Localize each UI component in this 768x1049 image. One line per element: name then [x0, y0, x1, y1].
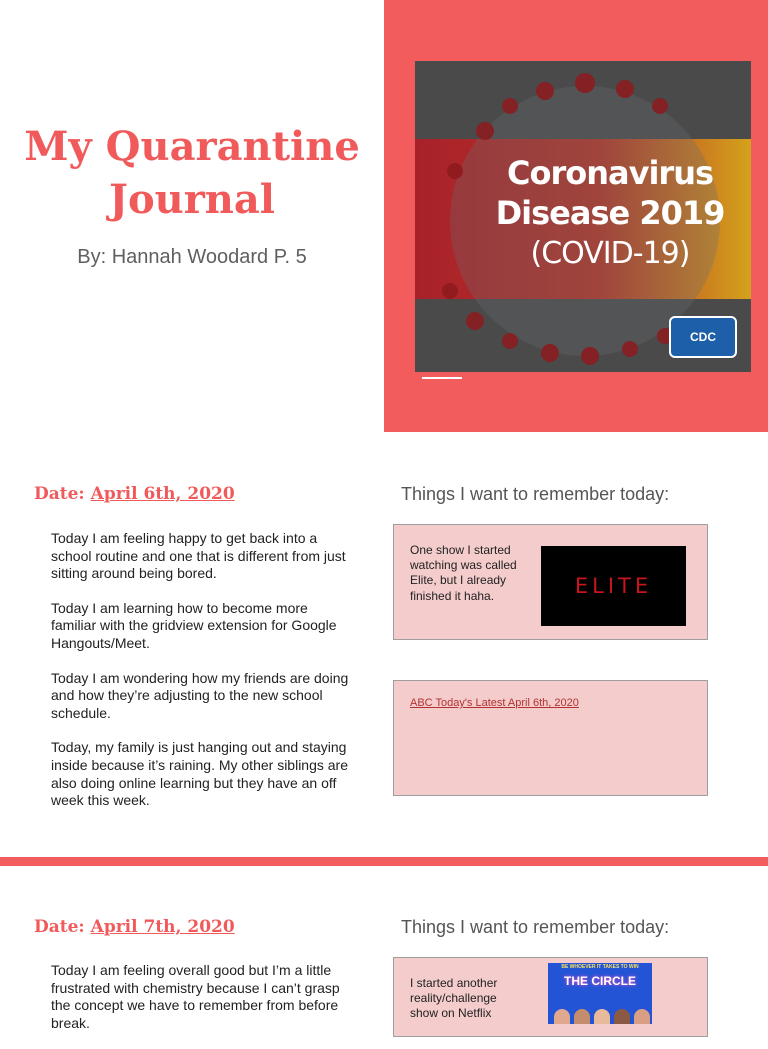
entry2-remember-heading: Things I want to remember today:	[401, 917, 670, 937]
entry1-date-prefix: Date:	[34, 484, 85, 504]
entry2-date	[34, 917, 235, 937]
journal-title-line1: My Quarantine	[24, 123, 360, 170]
entry1-paragraph-2: Today I am learning how to become more familiar with the gridview extension for Google Hangouts/Meet.	[51, 599, 337, 651]
covid-cover-image	[415, 61, 751, 372]
the-circle-show-image	[548, 963, 652, 1024]
journal-title-line2: Journal	[109, 176, 275, 223]
cover-line-2: Disease 2019	[495, 194, 725, 232]
cast-avatar	[634, 1009, 650, 1024]
entry1-date	[34, 484, 235, 504]
entry2-box-show-text: I started another reality/challenge show on Netflix	[410, 976, 498, 1021]
cover-text	[485, 153, 735, 275]
entry1-paragraph-4: Today, my family is just hanging out and staying inside because it’s raining. My other siblings are also doing online learning but they have an off week this week.	[51, 739, 349, 809]
cdc-logo-icon	[669, 316, 737, 358]
author-byline: By: Hannah Woodard P. 5	[77, 246, 307, 268]
entry1-paragraph-1: Today I am feeling happy to get back into a school routine and one that is different from just sitting around being bored.	[51, 530, 346, 582]
cast-avatar	[614, 1009, 630, 1024]
entry1-remember-heading: Things I want to remember today:	[401, 484, 670, 504]
cdc-logo-text: CDC	[690, 330, 716, 344]
abc-news-link[interactable]: ABC Today's Latest April 6th, 2020	[410, 697, 579, 709]
entry1-text	[51, 530, 351, 827]
cast-avatar	[594, 1009, 610, 1024]
elite-logo-text: ELITE	[574, 574, 653, 598]
entry1-paragraph-3: Today I am wondering how my friends are doing and how they’re adjusting to the new school schedule.	[51, 669, 349, 721]
entry1-box-show-text: One show I started watching was called Elite, but I already finished it haha.	[410, 543, 517, 603]
circle-title: THE CIRCLE	[564, 974, 636, 988]
entry2-date-link[interactable]: April 7th, 2020	[90, 917, 235, 937]
journal-title	[20, 120, 364, 226]
cover-underline	[422, 377, 462, 379]
cast-avatar	[554, 1009, 570, 1024]
cast-avatar	[574, 1009, 590, 1024]
entry1-date-link[interactable]: April 6th, 2020	[90, 484, 235, 504]
circle-tagline: BE WHOEVER IT TAKES TO WIN	[561, 964, 639, 970]
entry2-date-prefix: Date:	[34, 917, 85, 937]
cover-line-3: (COVID-19)	[530, 236, 690, 271]
entry2-paragraph-1: Today I am feeling overall good but I’m a little frustrated with chemistry because I can’t grasp the concept we have to remember from before break.	[51, 962, 340, 1031]
cover-line-1: Coronavirus	[506, 154, 714, 192]
slide-divider	[0, 857, 768, 866]
entry2-text	[51, 962, 351, 1049]
elite-show-image	[541, 546, 686, 626]
